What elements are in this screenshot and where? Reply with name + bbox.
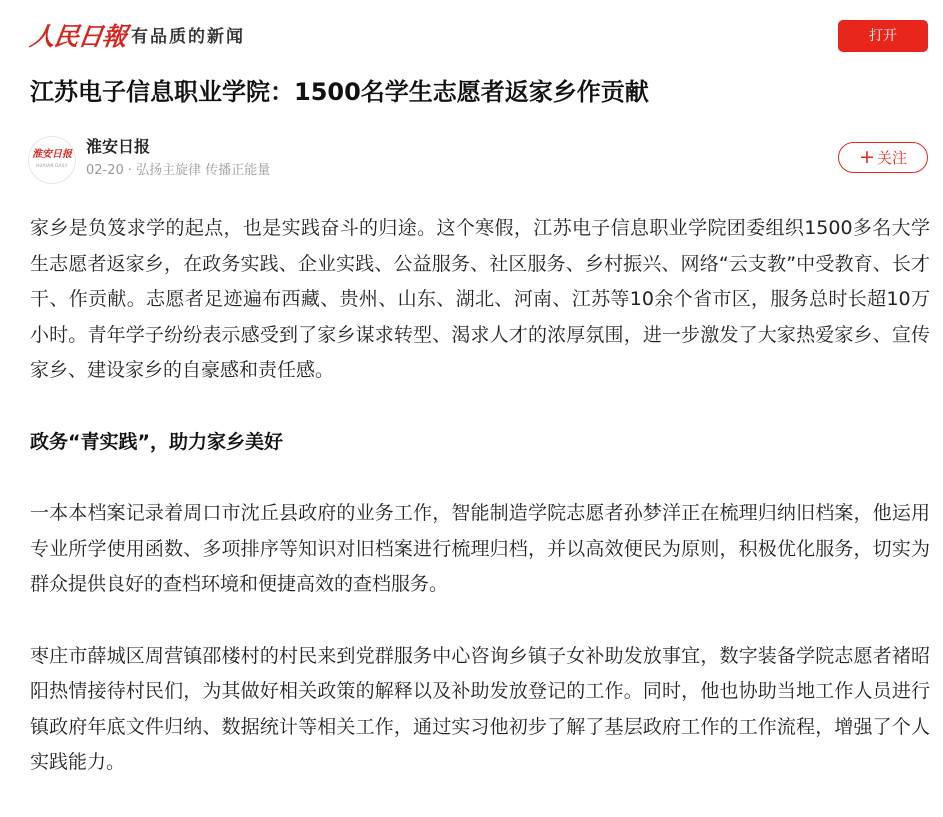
section-heading: 政务“青实践”，助力家乡美好 (30, 430, 283, 453)
open-app-button[interactable]: 打开 (838, 20, 928, 52)
paragraph: 枣庄市薛城区周营镇邵楼村的村民来到党群服务中心咨询乡镇子女补助发放事宜，数字装备学院志愿者褚昭阳热情接待村民们，为其做好相关政策的解释以及补助发放登记的工作。同时，他也协助当地工作人员进行镇政府年底文件归纳、数据统计等相关工作，通过实习他初步了解了基层政府工作的工作流程，增强了个人实践能力。 (30, 644, 930, 773)
brand-slogan: 有品质的新闻 (131, 27, 245, 47)
article-body (30, 211, 930, 817)
avatar-logo-subtext: HUAIAN DAILY (36, 163, 68, 168)
plus-icon: + (859, 146, 875, 168)
avatar-logo-text: 淮安日报 (32, 149, 72, 160)
paragraph: 一本本档案记录着周口市沈丘县政府的业务工作，智能制造学院志愿者孙梦洋正在梳理归纳旧档案，他运用专业所学使用函数、多项排序等知识对旧档案进行梳理归档，并以高效便民为原则，积极优化服务，切实为群众提供良好的查档环境和便捷高效的查档服务。 (30, 502, 930, 595)
author-avatar[interactable] (28, 136, 76, 184)
author-meta: 02-20 · 弘扬主旋律 传播正能量 (86, 163, 271, 178)
top-bar (0, 0, 943, 70)
follow-label: 关注 (876, 149, 907, 167)
follow-button[interactable] (838, 142, 928, 173)
article-title: 江苏电子信息职业学院：1500名学生志愿者返家乡作贡献 (30, 78, 649, 106)
people-daily-logo[interactable]: 人民日報 (28, 22, 129, 51)
author-name[interactable]: 淮安日报 (86, 137, 151, 156)
paragraph: 家乡是负笈求学的起点，也是实践奋斗的归途。这个寒假，江苏电子信息职业学院团委组织1500多名大学生志愿者返家乡，在政务实践、企业实践、公益服务、社区服务、乡村振兴、网络“云支教”中受教育、长才干、作贡献。志愿者足迹遍布西藏、贵州、山东、湖北、河南、江苏等10余个省市区，服务总时长超10万小时。青年学子纷纷表示感受到了家乡谋求转型、渴求人才的浓厚氛围，进一步激发了大家热爱家乡、宣传家乡、建设家乡的自豪感和责任感。 (30, 217, 930, 381)
